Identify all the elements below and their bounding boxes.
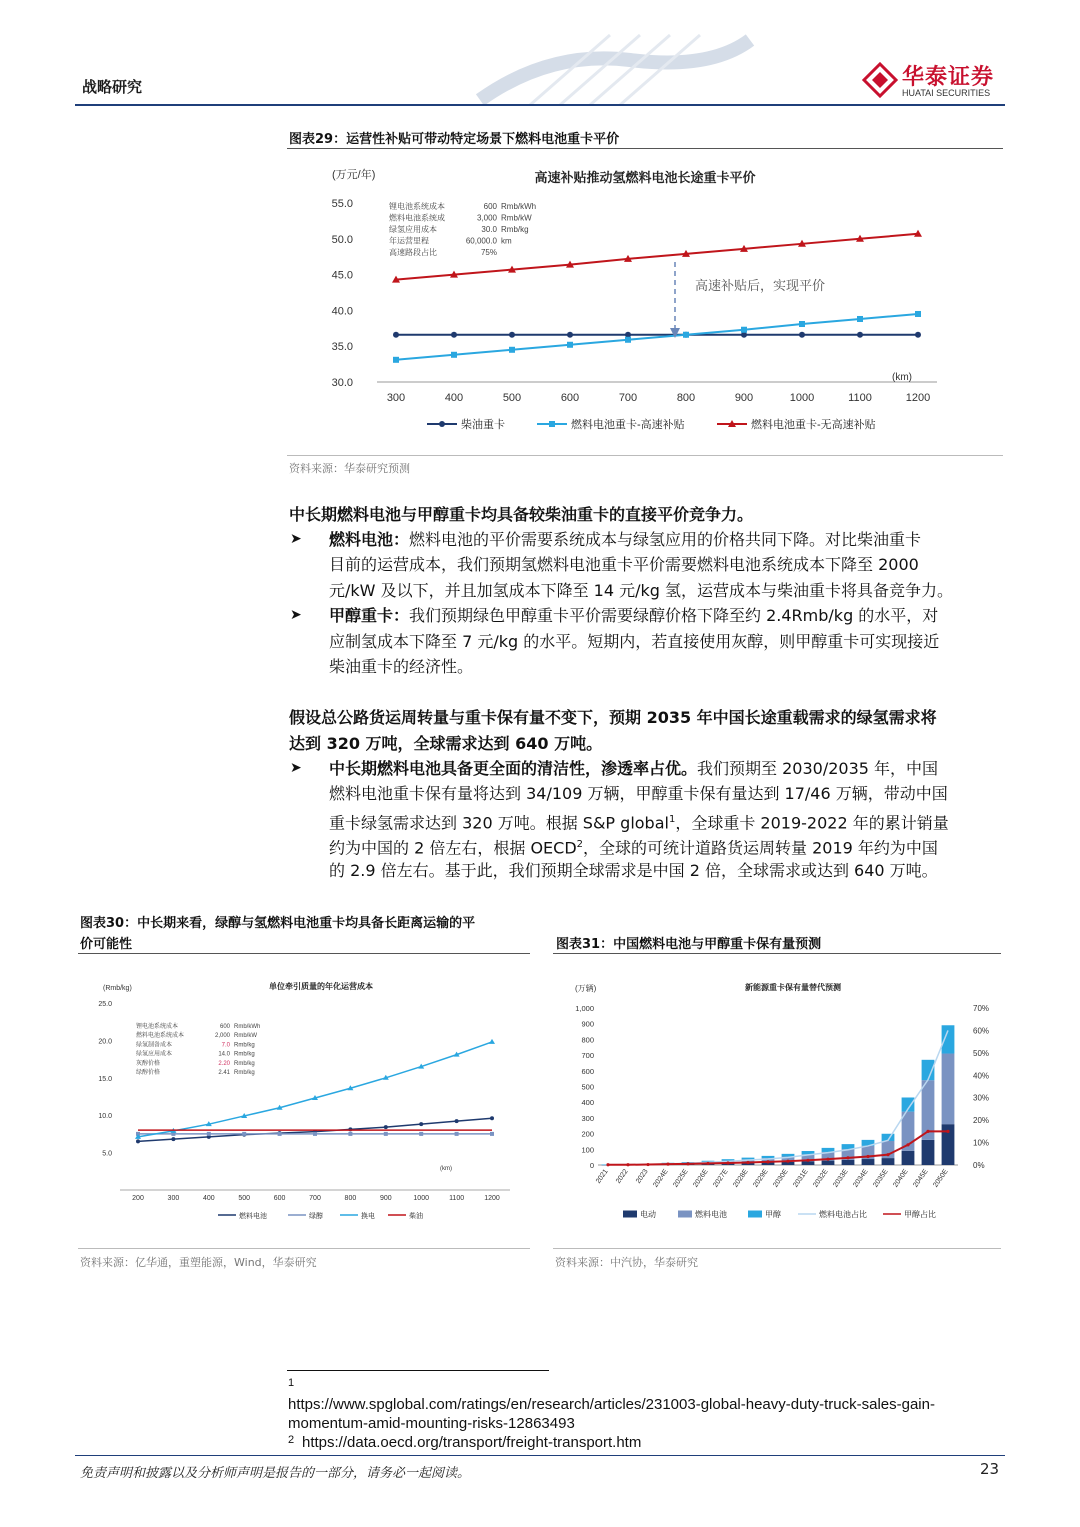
data-point — [419, 1122, 423, 1126]
fig29-source: 资料来源：华泰研究预测 — [289, 462, 410, 475]
fig29-top-rule — [287, 148, 1003, 149]
data-point — [906, 1143, 909, 1146]
fig31-chart — [553, 960, 1001, 1240]
assumption-unit: Rmb/kW — [234, 1033, 257, 1040]
bar-segment-0 — [882, 1158, 895, 1165]
y2-tick-label: 40% — [973, 1071, 990, 1081]
y2-tick-label: 60% — [973, 1026, 990, 1036]
x-tick-label: 2025E — [672, 1168, 690, 1189]
x-tick-label: 2022 — [614, 1168, 630, 1185]
chart-title: 新能源重卡保有量替代预测 — [745, 983, 841, 992]
y-tick-label: 30.0 — [331, 377, 353, 389]
legend-label: 燃料电池重卡-无高速补贴 — [751, 419, 876, 431]
bullet-2-text-1: 我们预期绿色甲醇重卡平价需要绿醇价格下降至约 2.4Rmb/kg 的水平，对 — [409, 606, 939, 625]
assumption-value: 7.0 — [221, 1042, 230, 1049]
legend-swatch — [623, 1211, 637, 1218]
assumption-label: 高速路段占比 — [389, 248, 437, 257]
bullet-3-line-5: 的 2.9 倍左右。基于此，我们预期全球需求是中国 2 倍，全球需求或达到 640 万吨。 — [329, 861, 938, 880]
x-axis-unit: (km) — [440, 1166, 452, 1172]
y-tick-label: 40.0 — [331, 305, 353, 318]
x-tick-label: 2035E — [872, 1168, 890, 1189]
footer-rule — [75, 1455, 1005, 1456]
assumption-unit: Rmb/kWh — [501, 202, 537, 211]
data-point — [666, 1163, 669, 1166]
assumption-value: 2.41 — [218, 1070, 230, 1076]
bar-segment-0 — [822, 1161, 835, 1165]
y-tick-label: 55.0 — [331, 198, 353, 210]
bar-segment-0 — [862, 1159, 875, 1165]
bullet-3-text-1: 我们预期至 2030/2035 年，中国 — [697, 759, 939, 778]
data-point — [857, 316, 863, 322]
assumption-label: 绿氢制备成本 — [136, 1042, 173, 1049]
chart-title: 高速补贴推动氢燃料电池长途重卡平价 — [534, 170, 756, 185]
data-point — [509, 347, 515, 353]
x-tick-label: 300 — [167, 1195, 180, 1202]
legend-label: 柴油 — [409, 1213, 423, 1220]
data-point — [384, 1125, 388, 1129]
y-tick-label: 1,000 — [575, 1004, 594, 1013]
assumption-label: 绿氢应用成本 — [389, 225, 437, 234]
data-point — [786, 1160, 789, 1163]
legend-label: 燃料电池 — [239, 1213, 267, 1220]
x-tick-label: 800 — [676, 392, 696, 404]
bullet-1-line-2: 目前的运营成本，我们预期氢燃料电池重卡平价需要燃料电池系统成本下降至 2000 — [329, 555, 919, 574]
bullet-3-text-4b: ，全球的可统计道路货运周转量 2019 年约为中国 — [583, 838, 938, 858]
x-tick-label: 700 — [309, 1195, 321, 1202]
assumption-unit: km — [501, 236, 512, 246]
bullet-2-line-1 — [329, 603, 938, 629]
legend-label: 燃料电池占比 — [819, 1210, 867, 1219]
x-tick-label: 600 — [273, 1195, 286, 1202]
data-point — [926, 1130, 929, 1133]
para-heading-1: 中长期燃料电池与甲醇重卡均具备较柴油重卡的直接平价竞争力。 — [289, 505, 754, 524]
legend-swatch — [748, 1211, 762, 1218]
assumption-label: 绿氢应用成本 — [136, 1051, 173, 1058]
x-axis-unit: (km) — [892, 372, 912, 383]
y2-tick-label: 50% — [973, 1048, 990, 1058]
y-tick-label: 35.0 — [331, 341, 353, 354]
ratio-line-1 — [608, 1131, 948, 1164]
data-point — [686, 1162, 689, 1165]
data-point — [489, 1039, 495, 1044]
data-point — [846, 1156, 849, 1159]
data-point — [857, 332, 863, 338]
data-point — [886, 1153, 889, 1156]
data-point — [567, 332, 573, 338]
y-axis-label: (万元/年) — [332, 169, 376, 181]
x-tick-label: 2021 — [594, 1168, 610, 1185]
assumption-unit: Rmb/kg — [234, 1070, 255, 1076]
data-point — [207, 1132, 211, 1136]
bullet-3-text-3b: ，全球重卡 2019-2022 年的累计销量 — [675, 813, 949, 833]
data-point — [455, 1119, 459, 1123]
bullet-3-text-3a: 重卡绿氢需求达到 320 万吨。根据 S&P global — [329, 813, 669, 833]
x-tick-label: 2030E — [772, 1168, 790, 1189]
assumption-value: 2,000 — [214, 1033, 230, 1040]
data-point — [451, 332, 457, 338]
data-point — [726, 1161, 729, 1164]
data-point — [171, 1137, 175, 1141]
x-tick-label: 400 — [202, 1195, 215, 1202]
bullet-1-title: 燃料电池： — [329, 530, 410, 549]
data-point — [626, 1163, 629, 1166]
section-label: 战略研究 — [82, 78, 143, 96]
data-point — [451, 352, 457, 358]
assumption-label: 燃料电池系统成 — [389, 213, 445, 223]
y2-tick-label: 0% — [973, 1161, 985, 1170]
legend-label: 柴油重卡 — [461, 419, 505, 431]
footnote-1-link-line-2[interactable]: momentum-amid-mounting-risks-12863493 — [288, 1415, 575, 1432]
x-tick-label: 2050E — [932, 1168, 950, 1189]
assumption-label: 锂电池系统成本 — [389, 202, 445, 211]
legend-label: 甲醇 — [765, 1210, 781, 1219]
header-decor-graphic — [470, 30, 760, 105]
bullet-1-line-1 — [329, 527, 921, 553]
header-rule — [75, 104, 1005, 106]
assumption-label: 绿醇价格 — [136, 1070, 161, 1076]
y-tick-label: 50.0 — [331, 233, 353, 246]
y-tick-label: 600 — [581, 1066, 594, 1076]
y-tick-label: 400 — [581, 1098, 594, 1108]
assumption-value: 75% — [480, 248, 497, 257]
y-tick-label: 500 — [581, 1082, 594, 1092]
x-tick-label: 2031E — [792, 1168, 810, 1189]
data-point — [136, 1139, 140, 1143]
assumption-value: 3,000 — [476, 213, 497, 223]
fig30-source: 资料来源：亿华通，重塑能源，Wind，华泰研究 — [80, 1256, 317, 1269]
y-tick-label: 900 — [581, 1019, 594, 1029]
data-point — [915, 311, 921, 317]
bullet-arrow-icon: ➤ — [290, 607, 302, 623]
annotation-text: 高速补贴后，实现平价 — [695, 278, 826, 293]
x-tick-label: 2026E — [692, 1168, 710, 1189]
fig29-bottom-rule — [287, 455, 1003, 456]
assumption-value: 14.0 — [218, 1051, 230, 1058]
x-tick-label: 2034E — [852, 1168, 870, 1189]
data-point — [826, 1158, 829, 1161]
fig30-top-rule — [78, 953, 530, 954]
data-point — [567, 342, 573, 348]
data-point — [490, 1116, 494, 1120]
footnote-ref-2[interactable]: 2 — [576, 839, 584, 850]
footnote-ref-1[interactable]: 1 — [668, 814, 676, 825]
legend-label: 绿醇 — [309, 1213, 323, 1220]
x-tick-label: 2023 — [634, 1168, 650, 1185]
assumption-unit: Rmb/kg — [234, 1060, 255, 1067]
bullet-1-line-3: 元/kW 及以下，并且加氢成本下降至 14 元/kg 氢，运营成本与柴油重卡将具备竞争力。 — [329, 581, 953, 600]
bullet-3-line-2: 燃料电池重卡保有量将达到 34/109 万辆，甲醇重卡保有量达到 17/46 万辆，带动中国 — [329, 784, 948, 803]
data-point — [490, 1132, 494, 1136]
x-tick-label: 200 — [132, 1195, 144, 1202]
fig31-bottom-rule — [553, 1248, 1001, 1249]
y-tick-label: 10.0 — [98, 1113, 112, 1121]
y-tick-label: 20.0 — [98, 1038, 112, 1046]
fig30-label-line-1: 图表30：中长期来看，绿醇与氢燃料电池重卡均具备长距离运输的平 — [80, 916, 476, 931]
fig31-top-rule — [553, 953, 1001, 954]
x-tick-label: 600 — [560, 392, 580, 404]
data-point — [348, 1132, 352, 1136]
bullet-arrow-icon: ➤ — [290, 531, 302, 547]
fig29-label: 图表29：运营性补贴可带动特定场景下燃料电池重卡平价 — [289, 132, 620, 147]
data-point — [683, 332, 689, 338]
legend-label: 电动 — [640, 1210, 656, 1219]
data-point — [766, 1160, 769, 1163]
data-point — [384, 1132, 388, 1136]
footnote-2-number: 2 — [288, 1434, 295, 1446]
bullet-arrow-icon: ➤ — [290, 760, 302, 776]
para-heading-2-line-2: 达到 320 万吨，全球需求达到 640 万吨。 — [289, 734, 603, 753]
x-tick-label: 1100 — [449, 1195, 465, 1202]
data-point — [625, 337, 631, 343]
y-tick-label: 45.0 — [331, 269, 353, 282]
y-tick-label: 100 — [581, 1145, 594, 1155]
x-tick-label: 800 — [344, 1195, 357, 1202]
assumption-value: 30.0 — [481, 225, 497, 234]
x-tick-label: 2029E — [752, 1168, 770, 1189]
assumption-value: 60,000.0 — [465, 236, 497, 246]
legend-label: 甲醇占比 — [904, 1210, 936, 1219]
chart-title: 单位牵引质量的年化运营成本 — [269, 982, 373, 991]
y-tick-label: 0 — [589, 1161, 594, 1170]
bullet-2-line-2: 应制氢成本下降至 7 元/kg 的水平。短期内，若直接使用灰醇，则甲醇重卡可实现接近 — [329, 632, 940, 651]
data-point — [393, 357, 399, 363]
assumption-label: 锂电池系统成本 — [136, 1024, 179, 1030]
footnote-2-link[interactable]: https://data.oecd.org/transport/freight-transport.htm — [302, 1434, 642, 1451]
x-tick-label: 500 — [238, 1195, 251, 1202]
x-tick-label: 1200 — [905, 392, 931, 404]
y-tick-label: 25.0 — [98, 1001, 112, 1008]
bar-segment-2 — [762, 1156, 775, 1158]
y-tick-label: 5.0 — [102, 1150, 112, 1158]
legend-marker — [439, 421, 445, 427]
data-point — [646, 1163, 649, 1166]
bullet-2-line-3: 柴油重卡的经济性。 — [329, 657, 474, 676]
legend-marker — [549, 421, 555, 427]
x-tick-label: 1100 — [848, 392, 872, 404]
footer-disclaimer: 免责声明和披露以及分析师声明是报告的一部分，请务必一起阅读。 — [80, 1466, 471, 1481]
x-tick-label: 1000 — [413, 1195, 429, 1202]
data-point — [946, 1130, 949, 1133]
x-tick-label: 500 — [502, 392, 522, 404]
legend-swatch — [678, 1211, 692, 1218]
y-tick-label: 300 — [581, 1113, 594, 1123]
x-tick-label: 2028E — [732, 1168, 750, 1189]
assumption-unit: Rmb/kg — [234, 1042, 255, 1049]
bullet-2-title: 甲醇重卡： — [329, 606, 410, 625]
data-point — [393, 332, 399, 338]
data-point — [741, 327, 747, 333]
assumption-unit: Rmb/kWh — [234, 1024, 261, 1030]
data-point — [915, 332, 921, 338]
para-heading-2-line-1: 假设总公路货运周转量与重卡保有量不变下，预期 2035 年中国长途重载需求的绿氢需求将 — [289, 708, 937, 727]
assumption-label: 灰醇价格 — [136, 1060, 161, 1067]
assumption-unit: Rmb/kW — [501, 213, 532, 223]
company-logo — [862, 60, 1002, 100]
data-point — [706, 1162, 709, 1165]
y2-tick-label: 70% — [973, 1004, 990, 1013]
bar-segment-0 — [902, 1151, 915, 1165]
footnote-1-number: 1 — [288, 1377, 295, 1389]
x-tick-label: 2033E — [832, 1168, 850, 1189]
bullet-3-title: 中长期燃料电池具备更全面的清洁性，渗透率占优。 — [329, 759, 698, 778]
data-point — [509, 332, 515, 338]
y-tick-label: 15.0 — [98, 1075, 112, 1083]
data-point — [419, 1132, 423, 1136]
y2-tick-label: 10% — [973, 1138, 990, 1148]
bullet-3-line-1 — [329, 756, 938, 782]
data-point — [806, 1159, 809, 1162]
footnote-rule — [287, 1370, 549, 1371]
assumption-label: 年运营里程 — [389, 236, 429, 246]
x-tick-label: 1000 — [789, 392, 815, 404]
data-point — [313, 1132, 317, 1136]
y2-tick-label: 20% — [973, 1116, 990, 1126]
x-tick-label: 1200 — [484, 1195, 500, 1202]
assumption-unit: Rmb/kg — [234, 1051, 255, 1058]
data-point — [799, 321, 805, 327]
data-point — [746, 1161, 749, 1164]
x-tick-label: 2032E — [812, 1168, 830, 1189]
x-tick-label: 2040E — [892, 1168, 910, 1189]
logo-cn-text: 华泰证券 — [902, 65, 995, 90]
bullet-3-line-4 — [329, 832, 938, 861]
x-tick-label: 2045E — [912, 1168, 930, 1189]
data-point — [455, 1132, 459, 1136]
data-point — [606, 1163, 609, 1166]
x-tick-label: 2027E — [712, 1168, 730, 1189]
bar-segment-2 — [942, 1025, 955, 1053]
y-tick-label: 200 — [581, 1129, 594, 1139]
data-point — [242, 1132, 246, 1136]
x-tick-label: 900 — [379, 1195, 392, 1202]
assumption-value: 2.20 — [218, 1060, 230, 1067]
footnote-1-link-line-1[interactable]: https://www.spglobal.com/ratings/en/research/articles/231003-global-heavy-duty-truck-sales-gain- — [288, 1396, 935, 1413]
bar-segment-0 — [842, 1160, 855, 1165]
bar-segment-1 — [942, 1054, 955, 1125]
x-tick-label: 900 — [734, 392, 754, 404]
fig31-label: 图表31：中国燃料电池与甲醇重卡保有量预测 — [556, 937, 822, 952]
legend-label: 换电 — [361, 1213, 375, 1220]
x-tick-label: 400 — [444, 392, 464, 404]
assumption-unit: Rmb/kg — [501, 225, 529, 234]
fig31-source: 资料来源：中汽协，华泰研究 — [555, 1256, 698, 1269]
assumption-value: 600 — [483, 202, 497, 211]
fig30-bottom-rule — [78, 1248, 530, 1249]
bullet-3-text-4a: 约为中国的 2 倍左右，根据 OECD — [329, 838, 577, 858]
x-tick-label: 2024E — [652, 1168, 670, 1189]
y2-tick-label: 30% — [973, 1093, 990, 1103]
fig29-chart — [287, 150, 1003, 450]
data-point — [799, 332, 805, 338]
x-tick-label: 300 — [386, 392, 406, 404]
data-point — [278, 1132, 282, 1136]
logo-mark-icon — [862, 62, 898, 98]
assumption-label: 燃料电池系统成本 — [136, 1033, 185, 1040]
x-tick-label: 700 — [618, 392, 638, 404]
fig30-label-line-2: 价可能性 — [80, 937, 133, 952]
page-number: 23 — [980, 1460, 1000, 1478]
data-point — [866, 1155, 869, 1158]
bullet-1-text-1: 燃料电池的平价需要系统成本与绿氢应用的价格共同下降。对比柴油重卡 — [409, 530, 922, 549]
series-line-1 — [396, 314, 918, 360]
y-axis-label: (Rmb/kg) — [103, 985, 132, 992]
assumption-value: 600 — [219, 1024, 230, 1030]
legend-label: 燃料电池 — [695, 1210, 727, 1219]
bar-segment-0 — [922, 1140, 935, 1165]
legend-label: 燃料电池重卡-高速补贴 — [571, 419, 685, 431]
y-tick-label: 800 — [581, 1035, 594, 1045]
logo-en-text: HUATAI SECURITIES — [902, 88, 991, 98]
y-tick-label: 700 — [581, 1051, 594, 1061]
y-axis-label: (万辆) — [575, 984, 597, 993]
ratio-line-0 — [608, 1030, 948, 1164]
fig30-chart — [78, 960, 530, 1240]
